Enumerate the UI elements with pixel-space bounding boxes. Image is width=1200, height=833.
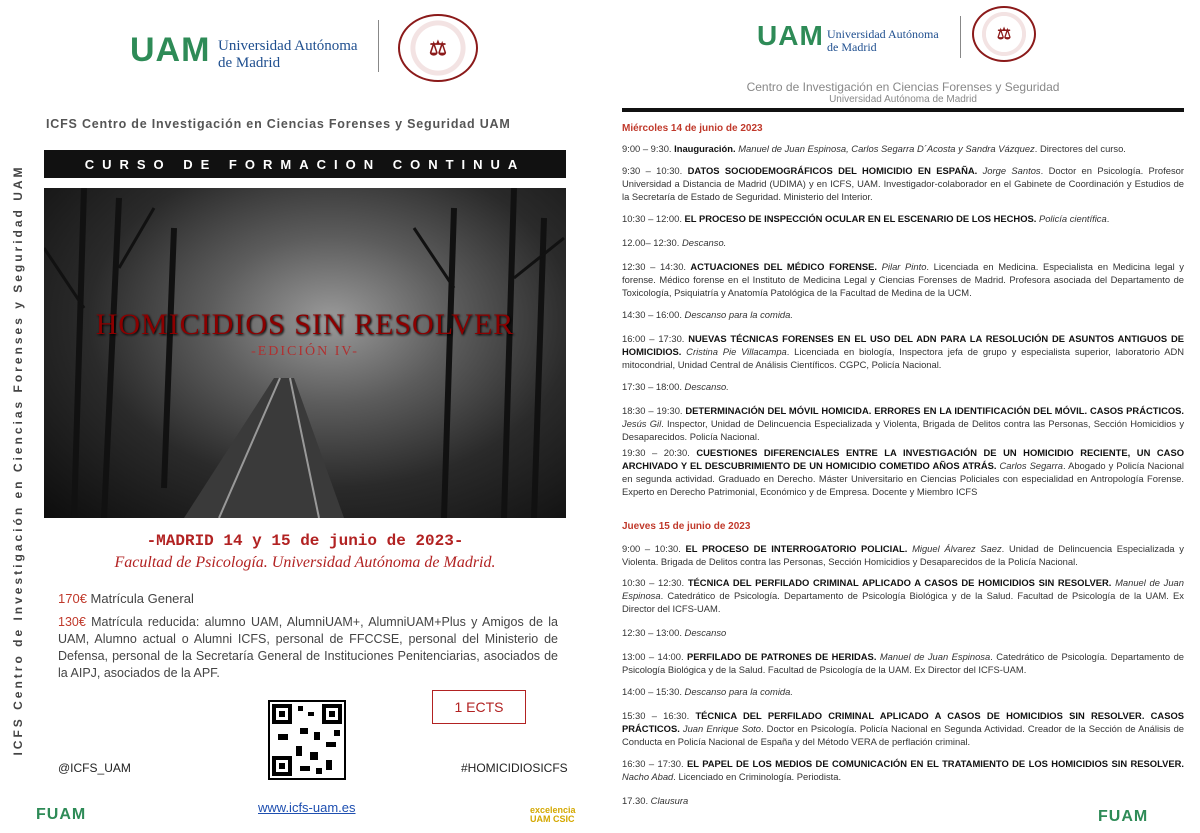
schedule-description: . Directores del curso. <box>1034 143 1126 154</box>
uam-logo-text: UAM <box>130 31 211 69</box>
schedule-description: . Licenciada en biología, Inspectora jefa de grupo y especialista superior, laboratorio ADN mitocondrial, Unidad Central de Análisis Científicos. CGPC, Policía Nacional. <box>622 345 1184 370</box>
schedule-speaker: Miguel Álvarez Saez <box>907 543 1002 554</box>
schedule-speaker: Clausura <box>648 795 689 806</box>
schedule-speaker: Policía científica <box>1036 213 1107 224</box>
schedule-description: . Licenciada en Medicina. Especialista en Medicina legal y forense. Médico forense en el Instituto de Medicina Legal y Ciencias Forenses de Madrid. Profesora asociada del Departamento de Toxicología, Psiquiatría y Anatomía Patológica de la Facultad de Medina de la UCM. <box>622 261 1184 298</box>
schedule-time: 9:00 – 10:30. <box>622 543 681 554</box>
schedule-speaker: Cristina Pie Villacampa <box>681 345 787 357</box>
schedule-speaker: Manuel de Juan Espinosa <box>622 577 1184 601</box>
ects-badge: 1 ECTS <box>432 690 526 724</box>
schedule-item <box>622 405 1184 444</box>
schedule-title: PERFILADO DE PATRONES DE HERIDAS. <box>683 651 877 662</box>
vertical-centre-title: ICFS Centro de Investigación en Ciencias Forenses y Seguridad UAM <box>11 164 25 756</box>
schedule-time: 10:30 – 12:00. <box>622 213 682 224</box>
schedule-description: . Unidad de Delincuencia Especializada y Violenta. Brigada de Delitos contra las Personas, Sección Homicidios y Desaparecidos de la Policía Nacional. <box>622 543 1184 567</box>
logo-divider-right <box>960 16 961 58</box>
uam-logo-right: UAM <box>757 20 824 51</box>
schedule-title: TÉCNICA DEL PERFILADO CRIMINAL APLICADO A CASOS DE HOMICIDIOS SIN RESOLVER. <box>684 577 1112 588</box>
schedule-title: TÉCNICA DEL PERFILADO CRIMINAL APLICADO A CASOS DE HOMICIDIOS SIN RESOLVER. CASOS PRÁCTICOS. <box>622 710 1185 734</box>
hashtag[interactable]: #HOMICIDIOSICFS <box>461 761 568 775</box>
university-name <box>218 38 358 71</box>
price-general-amount: 170€ <box>58 591 87 606</box>
schedule-speaker: Descanso para la comida. <box>681 309 793 320</box>
schedule-speaker: Nacho Abad <box>622 770 674 782</box>
schedule-item <box>622 651 1184 677</box>
schedule-speaker: Jorge Santos <box>977 165 1041 176</box>
schedule-speaker: Jesús Gil <box>622 417 662 429</box>
icfs-seal-right-icon: ⚖ <box>972 6 1036 62</box>
schedule-item <box>622 309 1184 322</box>
schedule-title: DETERMINACIÓN DEL MÓVIL HOMICIDA. ERRORES EN LA IDENTIFICACIÓN DEL MÓVIL. CASOS PRÁCTICOS. <box>682 405 1184 416</box>
university-name-right-line2: de Madrid <box>827 40 877 55</box>
schedule-speaker: Juan Enrique Soto <box>679 722 761 734</box>
day2-heading: Jueves 15 de junio de 2023 <box>622 521 751 532</box>
excelencia-logo: excelencia UAM CSIC <box>530 805 576 824</box>
fuam-logo-right: FUAM <box>1098 808 1149 825</box>
schedule-item <box>622 381 1184 394</box>
course-banner: CURSO DE FORMACION CONTINUA <box>44 150 566 178</box>
schedule-item <box>622 627 1184 640</box>
schedule-time: 9:30 – 10:30. <box>622 165 683 176</box>
schedule-item <box>622 795 1184 808</box>
university-name-right <box>827 28 939 54</box>
price-reduced-label: Matrícula reducida: alumno UAM, AlumniUAM+, AlumniUAM+Plus y Amigos de la UAM, Alumno actual o Alumni ICFS, personal de FFCCSE, personal del Ministerio de Defensa, personal de la Secretaría General de Instituciones Penitenciarias, asociados de la AIPJ, asociados de la APF. <box>58 615 558 680</box>
university-name-line2: de Madrid <box>218 54 281 71</box>
schedule-description: . Doctor en Psicología. Policía Nacional en Segunda Actividad. Creador de la Sección de Análisis de Conducta en Policía Nacional de España y del Método VERA de perflación criminal. <box>622 722 1184 747</box>
centre-name-right: Centro de Investigación en Ciencias Forenses y Seguridad <box>746 80 1060 94</box>
schedule-item <box>622 165 1184 204</box>
header-rule <box>622 108 1184 112</box>
schedule-speaker: Carlos Segarra <box>996 459 1063 471</box>
schedule-description: . Licenciado en Criminología. Periodista. <box>673 770 842 782</box>
schedule-speaker: Manuel de Juan Espinosa <box>876 651 991 662</box>
schedule-item <box>622 543 1184 569</box>
schedule-speaker: Descanso. <box>679 237 727 248</box>
schedule-time: 16:30 – 17:30. <box>622 758 684 769</box>
schedule-speaker: Manuel de Juan Espinosa, Carlos Segarra D´Acosta y Sandra Vázquez <box>735 143 1035 154</box>
schedule-speaker: Descanso. <box>681 381 729 392</box>
schedule-title: ACTUACIONES DEL MÉDICO FORENSE. <box>686 261 878 272</box>
schedule-time: 17:30 – 18:00. <box>622 381 682 392</box>
schedule-time: 17.30. <box>622 795 649 806</box>
schedule-item <box>622 213 1184 226</box>
day1-heading: Miércoles 14 de junio de 2023 <box>622 123 763 134</box>
schedule-item <box>622 758 1184 784</box>
schedule-description: . Catedrático de Psicología. Departamento de Psicología Biológica y de la Salud. Facultad de Psicología de la UAM. Ex Director del ICFS-UAM. <box>622 651 1184 675</box>
schedule-description: . Doctor en Psicología. Profesor Universidad a Distancia de Madrid (UDIMA) y en ICFS, UAM. Investigador-colaborador en el Gabinete de Coordinación y Estudios de la Secretaría de Estado de Seguridad. Ministerio del Interior. <box>622 165 1184 202</box>
course-dates: -MADRID 14 y 15 de junio de 2023- <box>146 532 464 550</box>
schedule-speaker: Pilar Pinto <box>877 261 927 272</box>
schedule-time: 18:30 – 19:30. <box>622 405 683 416</box>
schedule-time: 12:30 – 14:30. <box>622 261 687 272</box>
schedule-description: . <box>1106 213 1110 224</box>
fuam-logo-left: FUAM <box>36 806 87 823</box>
schedule-description: . Abogado y Policía Nacional en segunda actividad. Graduado en Derecho. Máster Universitario en Ciencias Policiales con especialidad en Antropología Forense. Experto en Derecho Patrimonial, Económico y de Empresa. Docente y Miembro ICFS <box>622 459 1184 497</box>
schedule-title: EL PAPEL DE LOS MEDIOS DE COMUNICACIÓN EN EL TRATAMIENTO DE LOS HOMICIDIOS SIN RESOLVER. <box>683 758 1184 769</box>
schedule-time: 12.00– 12:30. <box>622 237 680 248</box>
schedule-description: . Catedrático de Psicología. Departamento de Psicología Biológica y de la Salud. Facultad de Psicología de la UAM. Ex Director del ICFS-UAM. <box>622 589 1184 614</box>
edition-label: -EDICIÓN IV- <box>251 344 359 359</box>
twitter-handle[interactable]: @ICFS_UAM <box>58 761 131 775</box>
schedule-time: 14:00 – 15:30. <box>622 686 682 697</box>
schedule-item <box>622 261 1184 300</box>
schedule-item <box>622 686 1184 699</box>
schedule-title: EL PROCESO DE INTERROGATORIO POLICIAL. <box>680 543 908 554</box>
course-title: HOMICIDIOS SIN RESOLVER <box>95 308 515 341</box>
schedule-description: . Inspector, Unidad de Delincuencia Especializada y Violenta, Brigada de Delitos contra las Personas, Sección Homicidios y Desaparecidos. Policía Nacional. <box>622 417 1185 442</box>
centre-university-right: Universidad Autónoma de Madrid <box>829 94 977 105</box>
price-reduced-amount: 130€ <box>58 615 86 629</box>
schedule-item <box>622 447 1184 499</box>
schedule-time: 13:00 – 14:00. <box>622 651 684 662</box>
schedule-item <box>622 143 1184 156</box>
price-general-label: Matrícula General <box>86 591 194 606</box>
schedule-time: 14:30 – 16:00. <box>622 309 682 320</box>
schedule-item <box>622 333 1184 372</box>
schedule-time: 15:30 – 16:30. <box>622 710 690 721</box>
schedule-time: 9:00 – 9:30. <box>622 143 672 154</box>
centre-title: ICFS Centro de Investigación en Ciencias Forenses y Seguridad UAM <box>46 117 511 131</box>
qr-code-icon[interactable] <box>268 700 346 780</box>
schedule-speaker: Descanso para la comida. <box>681 686 793 697</box>
schedule-time: 16:00 – 17:30. <box>622 333 685 344</box>
price-reduced <box>58 614 558 682</box>
schedule-time: 19:30 – 20:30. <box>622 447 690 458</box>
schedule-item <box>622 237 1184 250</box>
schedule-item <box>622 710 1184 749</box>
schedule-title: NUEVAS TÉCNICAS FORENSES EN EL USO DEL ADN PARA LA RESOLUCIÓN DE ASUNTOS ANTIGUOS DE HOMICIDIOS. <box>622 333 1184 357</box>
university-name-right-line1: Universidad Autónoma <box>827 27 939 41</box>
schedule-title: DATOS SOCIODEMOGRÁFICOS DEL HOMICIDIO EN ESPAÑA. <box>682 165 978 176</box>
uam-logo <box>130 30 210 70</box>
website-link[interactable]: www.icfs-uam.es <box>258 800 356 815</box>
schedule-item <box>622 577 1184 616</box>
logo-divider <box>378 20 379 72</box>
price-general <box>58 590 558 608</box>
schedule-title: CUESTIONES DIFERENCIALES ENTRE LA INVESTIGACIÓN DE UN HOMICIDIO RECIENTE, UN CASO ARCHIVADO Y EL DESCUBRIMIENTO DE UN HOMICIDIO COMETIDO AÑOS ATRÁS. <box>622 447 1184 471</box>
icfs-seal-icon: ⚖ <box>398 14 478 82</box>
course-venue: Facultad de Psicología. Universidad Autónoma de Madrid. <box>114 554 496 571</box>
university-name-line1: Universidad Autónoma <box>218 38 358 54</box>
schedule-title: Inauguración. <box>671 143 736 154</box>
schedule-speaker: Descanso <box>681 627 727 638</box>
schedule-title: EL PROCESO DE INSPECCIÓN OCULAR EN EL ESCENARIO DE LOS HECHOS. <box>681 213 1037 224</box>
schedule-time: 10:30 – 12:30. <box>622 577 685 588</box>
schedule-time: 12:30 – 13:00. <box>622 627 682 638</box>
